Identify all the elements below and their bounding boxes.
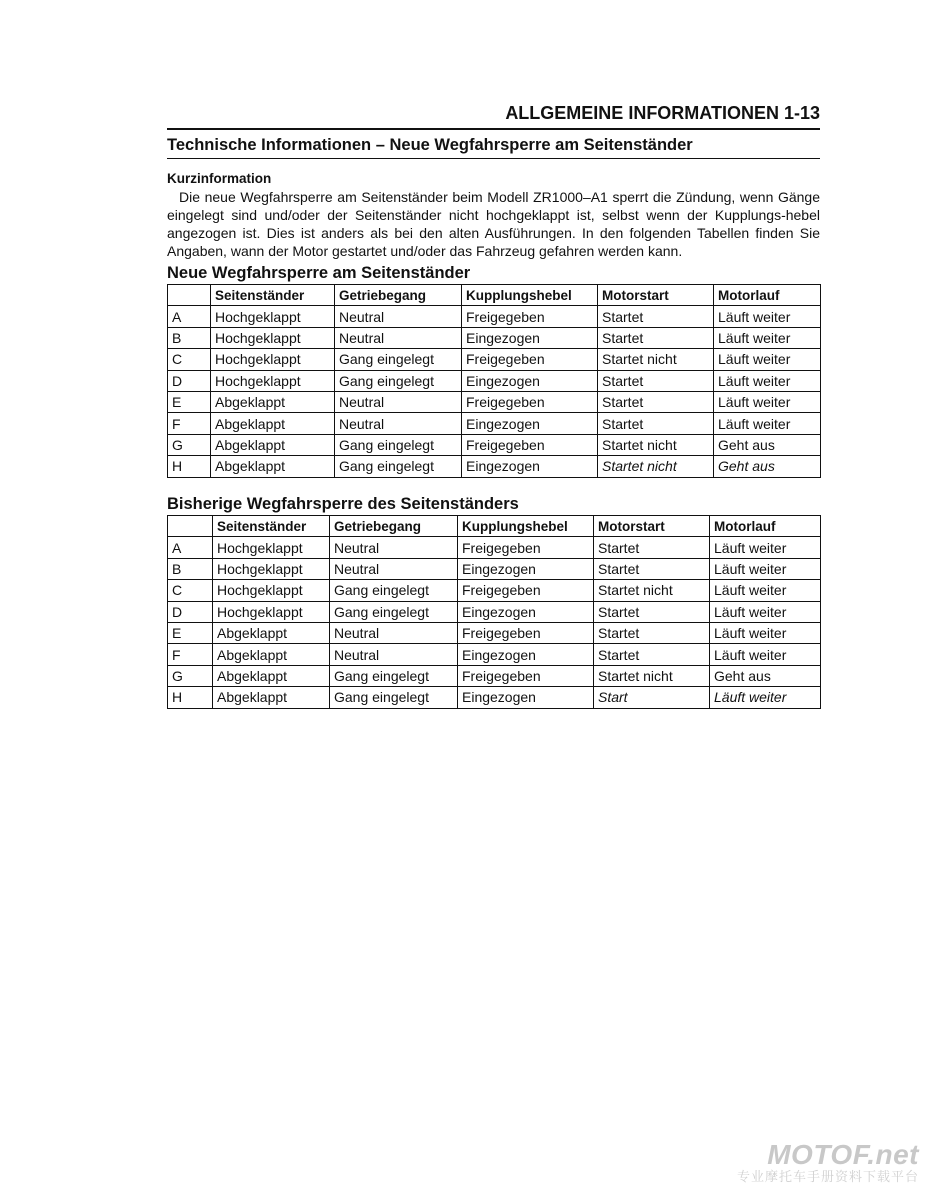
table-cell: C [168,580,213,601]
table-cell: Läuft weiter [710,537,821,558]
table-cell: A [168,537,213,558]
table-cell: Startet nicht [594,580,710,601]
table-cell: Läuft weiter [714,391,821,412]
table-cell: Freigegeben [462,306,598,327]
table-row [168,601,821,622]
table-cell: Startet [594,558,710,579]
table-cell: E [168,622,213,643]
table-cell: Hochgeklappt [213,537,330,558]
table-cell: Freigegeben [462,391,598,412]
table-cell: Neutral [335,391,462,412]
table-cell: Freigegeben [462,349,598,370]
table-cell: Startet [598,413,714,434]
table-row [168,580,821,601]
table-cell: Startet [594,537,710,558]
table-cell: D [168,370,211,391]
header-cell: Getriebegang [330,516,458,537]
table-cell-emphasis: Läuft weiter [710,687,821,708]
table-cell: H [168,456,211,477]
table-new [167,284,821,478]
table-cell: Neutral [330,622,458,643]
table-row [168,687,821,708]
table-row [168,665,821,686]
table-cell: B [168,558,213,579]
table-cell: E [168,391,211,412]
table-cell: Startet nicht [598,434,714,455]
table-row [168,456,821,477]
table-cell: Gang eingelegt [335,349,462,370]
table-cell: Eingezogen [462,456,598,477]
table-cell: Eingezogen [458,687,594,708]
table-cell-emphasis: Startet nicht [598,456,714,477]
table-row [168,434,821,455]
table-cell: Gang eingelegt [330,601,458,622]
table-cell: Eingezogen [458,558,594,579]
table-cell: Freigegeben [458,622,594,643]
table-cell: Hochgeklappt [211,306,335,327]
table-cell: Eingezogen [462,370,598,391]
table-cell: Abgeklappt [211,456,335,477]
table-cell: B [168,327,211,348]
table-cell: Läuft weiter [714,413,821,434]
table-cell: Geht aus [714,434,821,455]
table-cell: Neutral [330,537,458,558]
table-cell: Abgeklappt [213,622,330,643]
table-cell: Freigegeben [458,665,594,686]
section-title: Technische Informationen – Neue Wegfahrsperre am Seitenständer [167,136,693,154]
table-cell: Startet [598,391,714,412]
table-header-row [168,516,821,537]
header-cell: Seitenständer [211,285,335,306]
table-cell: Läuft weiter [714,370,821,391]
header-cell [168,285,211,306]
table-cell: Startet [594,601,710,622]
header-cell: Motorlauf [714,285,821,306]
table-cell: Abgeklappt [211,413,335,434]
short-info-heading: Kurzinformation [167,171,272,186]
table-cell: Abgeklappt [213,687,330,708]
table-cell: Abgeklappt [211,391,335,412]
table-cell: Läuft weiter [714,306,821,327]
section-rule [167,158,820,159]
table-cell: Neutral [335,327,462,348]
table-cell: Abgeklappt [213,665,330,686]
table-row [168,306,821,327]
table-cell: Neutral [330,558,458,579]
table-cell: Eingezogen [462,413,598,434]
table-cell: Hochgeklappt [213,580,330,601]
watermark-logo [737,1140,919,1186]
table-row [168,622,821,643]
table-cell: Freigegeben [462,434,598,455]
table-cell: Startet [594,644,710,665]
table-cell: Läuft weiter [710,558,821,579]
watermark-subtext: 专业摩托车手册资料下载平台 [736,1170,919,1185]
table-cell: A [168,306,211,327]
table-cell: Abgeklappt [213,644,330,665]
table-cell: Eingezogen [462,327,598,348]
table-cell-emphasis: Geht aus [714,456,821,477]
table-cell: Hochgeklappt [211,349,335,370]
table-cell: Startet [594,622,710,643]
page-header: ALLGEMEINE INFORMATIONEN 1-13 [505,103,820,123]
table-new-title: Neue Wegfahrsperre am Seitenständer [167,264,471,282]
header-cell: Kupplungshebel [458,516,594,537]
table-cell: Startet nicht [594,665,710,686]
table-cell: Startet [598,370,714,391]
table-cell: Startet [598,306,714,327]
table-old-title: Bisherige Wegfahrsperre des Seitenständers [167,495,519,513]
table-cell: Läuft weiter [710,601,821,622]
table-cell: Eingezogen [458,644,594,665]
table-cell: Hochgeklappt [213,601,330,622]
table-cell: Läuft weiter [710,622,821,643]
table-cell: Neutral [330,644,458,665]
header-rule [167,128,820,130]
table-cell: Gang eingelegt [330,687,458,708]
table-row [168,558,821,579]
table-cell: Neutral [335,306,462,327]
table-row [168,391,821,412]
table-row [168,644,821,665]
header-cell: Seitenständer [213,516,330,537]
table-cell: Läuft weiter [710,580,821,601]
table-cell: Läuft weiter [714,349,821,370]
table-cell: Gang eingelegt [335,370,462,391]
table-cell: Abgeklappt [211,434,335,455]
table-cell: G [168,665,213,686]
table-cell: Gang eingelegt [335,456,462,477]
table-cell: Startet [598,327,714,348]
table-cell: Läuft weiter [714,327,821,348]
intro-paragraph: Die neue Wegfahrsperre am Seitenständer beim Modell ZR1000–A1 sperrt die Zündung, wenn Gänge eingelegt sind und/oder der Seitenständer nicht hochgeklappt ist, selbst wenn der Kupplungs-hebel angezogen ist. Dies ist anders als bei den alten Ausführungen. In den folgenden Tabellen finden Sie Angaben, wann der Motor gestartet und/oder das Fahrzeug gefahren werden kann. [167,189,820,259]
table-cell: H [168,687,213,708]
table-cell: Freigegeben [458,580,594,601]
table-cell-emphasis: Start [594,687,710,708]
table-cell: D [168,601,213,622]
table-cell: F [168,413,211,434]
watermark-text: MOTOF.net [767,1139,919,1170]
table-cell: Neutral [335,413,462,434]
header-cell: Kupplungshebel [462,285,598,306]
table-row [168,537,821,558]
table-old [167,515,821,709]
table-row [168,370,821,391]
table-cell: Geht aus [710,665,821,686]
table-cell: F [168,644,213,665]
table-cell: Startet nicht [598,349,714,370]
table-cell: Gang eingelegt [335,434,462,455]
table-cell: C [168,349,211,370]
header-cell: Getriebegang [335,285,462,306]
table-cell: Gang eingelegt [330,665,458,686]
table-cell: Gang eingelegt [330,580,458,601]
header-cell [168,516,213,537]
table-row [168,413,821,434]
header-cell: Motorstart [594,516,710,537]
header-cell: Motorstart [598,285,714,306]
table-cell: G [168,434,211,455]
table-cell: Freigegeben [458,537,594,558]
header-cell: Motorlauf [710,516,821,537]
table-cell: Eingezogen [458,601,594,622]
table-header-row [168,285,821,306]
table-cell: Läuft weiter [710,644,821,665]
table-row [168,327,821,348]
table-cell: Hochgeklappt [211,327,335,348]
table-cell: Hochgeklappt [213,558,330,579]
table-row [168,349,821,370]
table-cell: Hochgeklappt [211,370,335,391]
